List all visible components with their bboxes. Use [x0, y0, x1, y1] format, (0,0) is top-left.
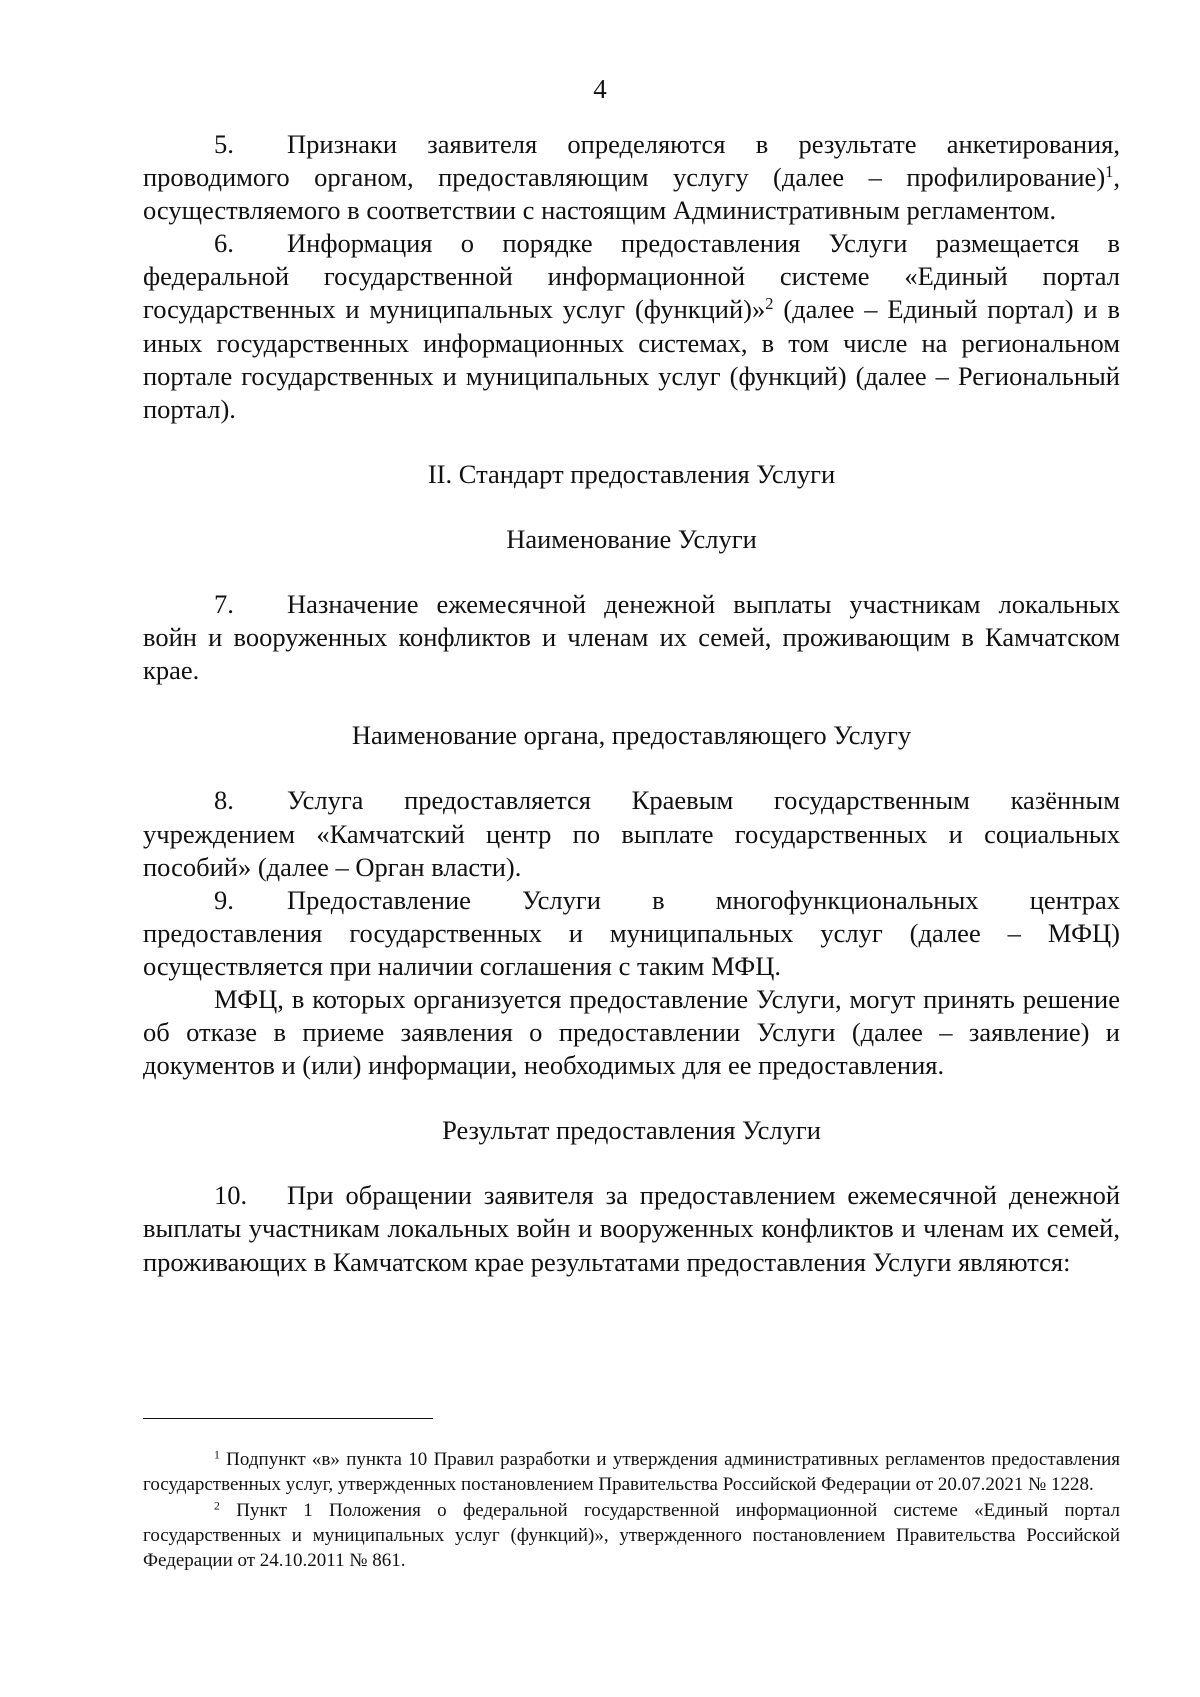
footnote-separator	[143, 1418, 433, 1419]
footnote-1	[143, 1447, 1120, 1498]
paragraph-9-continued: МФЦ, в которых организуется предоставление Услуги, могут принять решение об отказе в приеме заявления о предоставлении Услуги (далее – заявление) и документов и (или) информации, необходимых для ее предоставления.	[143, 983, 1120, 1081]
document-body	[143, 128, 1120, 1279]
footnote-text: Пункт 1 Положения о федеральной государственной информационной системе «Единый портал государственных и муниципальных услуг (функций)», утвержденного постановлением Правительства Российской Федерации от 24.10.2011 № 861.	[143, 1499, 1120, 1572]
paragraph-7	[143, 588, 1120, 687]
paragraph-number: 6.	[214, 228, 234, 259]
paragraph-text: (далее – Единый портал) и в иных государственных информационных системах, в том числе на региональном портале государственных и муниципальных услуг (функций) (далее – Региональный портал).	[143, 294, 1120, 424]
paragraph-text: Информация о порядке предоставления Услуги размещается в федеральной государственной информационной системе «Единый портал государственных и муниципальных услуг (функций)»	[143, 228, 1120, 325]
paragraph-text: Предоставление Услуги в многофункциональных центрах предоставления государственных и муниципальных услуг (далее – МФЦ) осуществляется при наличии соглашения с таким МФЦ.	[143, 884, 1120, 981]
paragraph-5	[143, 128, 1120, 227]
subsection-heading: Результат предоставления Услуги	[442, 1115, 821, 1146]
paragraph-text: При обращении заявителя за предоставлением ежемесячной денежной выплаты участникам локальных войн и вооруженных конфликтов и членам их семей, проживающих в Камчатском крае результатами предоставления Услуги являются:	[143, 1180, 1120, 1277]
footnote-ref: 2	[765, 294, 774, 314]
paragraph-number: 8.	[214, 785, 234, 816]
paragraph-10	[143, 1179, 1120, 1278]
footnote-ref: 1	[1105, 162, 1114, 182]
paragraph-number: 7.	[214, 589, 234, 620]
paragraph-6	[143, 227, 1120, 426]
footnote-text: Подпункт «в» пункта 10 Правил разработки и утверждения административных регламентов предоставления государственных услуг, утвержденных постановлением Правительства Российской Федерации от 20.07.2021 № 1228.	[143, 1449, 1120, 1496]
paragraph-9	[143, 884, 1120, 983]
paragraph-text: Признаки заявителя определяются в результате анкетирования, проводимого органом, предоставляющим услугу (далее – профилирование)	[143, 129, 1120, 193]
subsection-heading: Наименование Услуги	[506, 523, 757, 554]
paragraph-text: , осуществляемого в соответствии с настоящим Административным регламентом.	[143, 162, 1120, 226]
section-heading: II. Стандарт предоставления Услуги	[427, 458, 836, 489]
paragraph-text: Услуга предоставляется Краевым государственным казённым учреждением «Камчатский центр по выплате государственных и социальных пособий» (далее – Орган власти).	[143, 785, 1120, 882]
subsection-heading: Наименование органа, предоставляющего Услугу	[351, 720, 912, 751]
footnote-2	[143, 1498, 1120, 1574]
footnote-mark: 2	[214, 1499, 220, 1513]
paragraph-number: 9.	[214, 884, 234, 915]
footnotes	[143, 1447, 1120, 1573]
paragraph-8	[143, 784, 1120, 883]
paragraph-number: 10.	[214, 1180, 248, 1211]
page-number: 4	[593, 74, 607, 104]
footnote-mark: 1	[214, 1448, 220, 1462]
paragraph-text: Назначение ежемесячной денежной выплаты участникам локальных войн и вооруженных конфликтов и членам их семей, проживающим в Камчатском крае.	[143, 589, 1120, 686]
paragraph-number: 5.	[214, 129, 234, 159]
